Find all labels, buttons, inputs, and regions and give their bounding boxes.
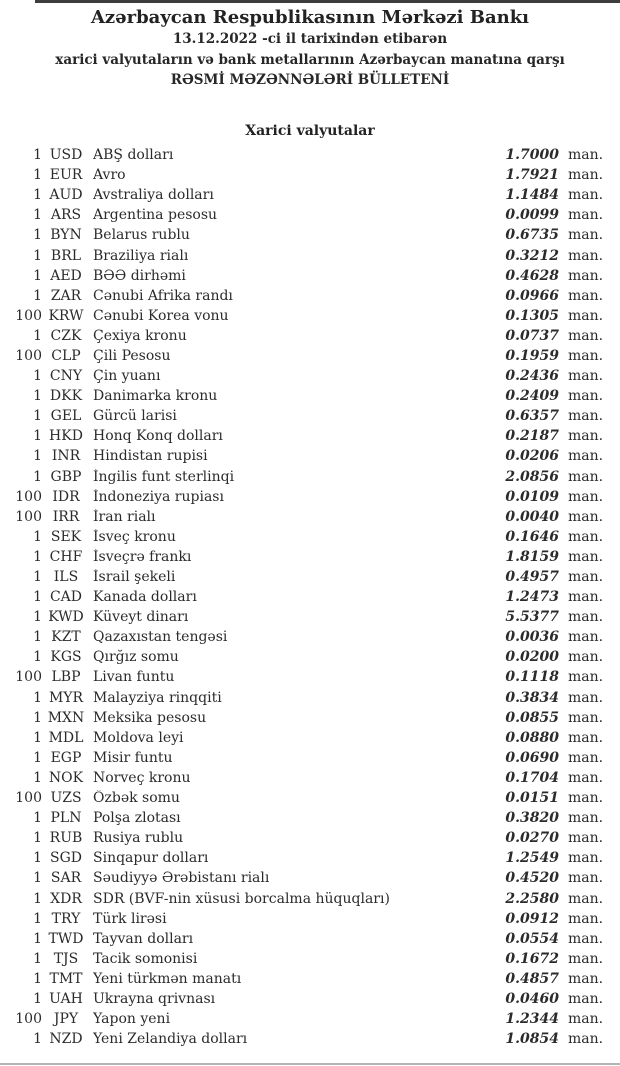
rate-value: 0.2436 (505, 368, 559, 385)
rate-value: 1.2344 (505, 1011, 559, 1028)
unit-label: man. (568, 347, 604, 364)
currency-code: INR (51, 448, 81, 465)
nominal-value: 1 (33, 388, 42, 405)
currency-code: HKD (49, 428, 83, 445)
currency-code: CZK (50, 327, 82, 344)
unit-label: man. (568, 247, 604, 264)
rate-value: 0.1959 (505, 347, 559, 364)
rate-row (0, 909, 620, 929)
currency-code: LBP (51, 669, 81, 686)
rate-value: 0.0109 (505, 488, 559, 505)
currency-code: MYR (48, 689, 84, 706)
unit-label: man. (568, 910, 604, 927)
unit-label: man. (568, 830, 604, 847)
rate-value: 0.3820 (505, 810, 559, 827)
rate-row (0, 989, 620, 1009)
currency-name: Çexiya kronu (93, 327, 187, 344)
rate-value: 0.2187 (505, 428, 559, 445)
nominal-value: 1 (33, 287, 42, 304)
rate-row (0, 969, 620, 989)
rate-row (0, 748, 620, 768)
currency-code: NOK (48, 769, 84, 786)
nominal-value: 1 (33, 749, 42, 766)
currency-name: Livan funtu (93, 669, 175, 686)
rate-row (0, 366, 620, 386)
currency-code: PLN (50, 810, 82, 827)
nominal-value: 1 (33, 609, 42, 626)
unit-label: man. (568, 147, 604, 164)
nominal-value: 1 (33, 589, 42, 606)
currency-name: ABŞ dolları (93, 147, 174, 164)
currency-name: SDR (BVF-nin xüsusi borcalma hüquqları) (93, 890, 390, 907)
unit-label: man. (568, 749, 604, 766)
currency-name: Avstraliya dolları (93, 187, 214, 204)
nominal-value: 1 (33, 187, 42, 204)
currency-code: NZD (49, 1031, 83, 1048)
unit-label: man. (568, 187, 604, 204)
nominal-value: 100 (15, 1011, 42, 1028)
unit-label: man. (568, 990, 604, 1007)
unit-label: man. (568, 428, 604, 445)
rate-row (0, 587, 620, 607)
nominal-value: 100 (15, 669, 42, 686)
currency-name: Çili Pesosu (93, 347, 171, 364)
rate-value: 0.0460 (505, 990, 559, 1007)
currency-name: Tacik somonisi (93, 950, 198, 967)
currency-code: MXN (47, 709, 85, 726)
unit-label: man. (568, 528, 604, 545)
rate-row (0, 225, 620, 245)
currency-name: Cənubi Korea vonu (93, 307, 229, 324)
currency-name: İsveçrə frankı (93, 548, 192, 565)
nominal-value: 1 (33, 167, 42, 184)
rate-value: 0.4957 (505, 569, 559, 586)
nominal-value: 1 (33, 247, 42, 264)
currency-name: İran rialı (93, 508, 156, 525)
nominal-value: 1 (33, 227, 42, 244)
currency-code: ZAR (50, 287, 82, 304)
currency-name: Misir funtu (93, 749, 173, 766)
unit-label: man. (568, 810, 604, 827)
rate-row (0, 346, 620, 366)
unit-label: man. (568, 307, 604, 324)
currency-code: CHF (49, 548, 83, 565)
currency-code: TMT (49, 970, 83, 987)
rate-row (0, 386, 620, 406)
unit-label: man. (568, 468, 604, 485)
unit-label: man. (568, 769, 604, 786)
unit-label: man. (568, 970, 604, 987)
currency-code: AUD (49, 187, 83, 204)
nominal-value: 1 (33, 147, 42, 164)
rate-value: 0.0270 (505, 830, 559, 847)
currency-name: Səudiyyə Ərəbistanı rialı (93, 870, 270, 887)
rate-value: 0.0880 (505, 729, 559, 746)
unit-label: man. (568, 388, 604, 405)
currency-code: GEL (50, 408, 82, 425)
unit-label: man. (568, 689, 604, 706)
nominal-value: 1 (33, 689, 42, 706)
currency-name: Rusiya rublu (93, 830, 184, 847)
currency-name: Ukrayna qrivnası (93, 990, 216, 1007)
rate-value: 1.0854 (505, 1031, 559, 1048)
currency-code: MDL (48, 729, 84, 746)
rate-value: 5.5377 (505, 609, 559, 626)
currency-name: Moldova leyi (93, 729, 184, 746)
subtitle-line: xarici valyutaların və bank metallarının Azərbaycan manatına qarşı (55, 51, 565, 68)
rate-value: 1.1484 (505, 187, 559, 204)
rate-row (0, 266, 620, 286)
nominal-value: 1 (33, 830, 42, 847)
currency-code: KZT (51, 629, 81, 646)
currency-name: Qazaxıstan tengəsi (93, 629, 228, 646)
currency-name: Malayziya rinqqiti (93, 689, 222, 706)
nominal-value: 1 (33, 368, 42, 385)
nominal-value: 1 (33, 569, 42, 586)
unit-label: man. (568, 950, 604, 967)
rate-value: 0.0737 (505, 327, 559, 344)
currency-name: Küveyt dinarı (93, 609, 189, 626)
currency-code: TWD (48, 930, 84, 947)
rate-value: 0.4520 (505, 870, 559, 887)
rate-value: 0.3212 (505, 247, 559, 264)
currency-name: Argentina pesosu (93, 207, 218, 224)
unit-label: man. (568, 609, 604, 626)
rate-value: 1.2473 (505, 589, 559, 606)
rate-row (0, 426, 620, 446)
nominal-value: 100 (15, 488, 42, 505)
currency-name: Gürcü larisi (93, 408, 177, 425)
rate-value: 1.8159 (505, 548, 559, 565)
nominal-value: 1 (33, 810, 42, 827)
currency-name: Avro (93, 167, 126, 184)
currency-name: Honq Konq dolları (93, 428, 223, 445)
currency-code: ARS (50, 207, 82, 224)
currency-code: UZS (50, 790, 82, 807)
currency-name: Sinqapur dolları (93, 850, 209, 867)
unit-label: man. (568, 287, 604, 304)
currency-name: İsrail şekeli (93, 569, 176, 586)
currency-name: Cənubi Afrika randı (93, 287, 233, 304)
unit-label: man. (568, 227, 604, 244)
unit-label: man. (568, 870, 604, 887)
currency-code: CNY (49, 368, 83, 385)
bulletin-header (0, 0, 620, 91)
rate-row (0, 868, 620, 888)
currency-code: KGS (50, 649, 82, 666)
currency-code: DKK (49, 388, 83, 405)
rate-value: 0.0690 (505, 749, 559, 766)
currency-name: Türk lirəsi (93, 910, 167, 927)
rate-row (0, 406, 620, 426)
rate-row (0, 185, 620, 205)
rate-row (0, 788, 620, 808)
rate-row (0, 306, 620, 326)
rate-row (0, 627, 620, 647)
nominal-value: 100 (15, 307, 42, 324)
rate-value: 0.4628 (505, 267, 559, 284)
nominal-value: 100 (15, 347, 42, 364)
currency-code: EUR (49, 167, 83, 184)
rate-row (0, 647, 620, 667)
currency-name: Polşa zlotası (93, 810, 181, 827)
top-border-line (35, 0, 620, 3)
rate-row (0, 808, 620, 828)
unit-label: man. (568, 1011, 604, 1028)
nominal-value: 1 (33, 207, 42, 224)
unit-label: man. (568, 488, 604, 505)
rate-value: 1.7921 (505, 167, 559, 184)
effective-date-line: 13.12.2022 -ci il tarixindən etibarən (172, 31, 448, 47)
rate-row (0, 949, 620, 969)
nominal-value: 1 (33, 468, 42, 485)
nominal-value: 1 (33, 890, 42, 907)
rate-value: 0.0040 (505, 508, 559, 525)
currency-code: AED (50, 267, 82, 284)
rate-value: 0.1646 (505, 528, 559, 545)
rate-row (0, 888, 620, 908)
currency-code: ILS (53, 569, 79, 586)
rate-row (0, 667, 620, 687)
currency-code: CLP (51, 347, 81, 364)
currency-name: Norveç kronu (93, 769, 191, 786)
currency-code: SEK (50, 528, 82, 545)
currency-code: TJS (53, 950, 79, 967)
bulletin-title-line: RƏSMİ MƏZƏNNƏLƏRİ BÜLLETENİ (170, 72, 450, 88)
rate-row (0, 567, 620, 587)
nominal-value: 100 (15, 790, 42, 807)
nominal-value: 1 (33, 850, 42, 867)
section-title: Xarici valyutalar (245, 122, 375, 139)
unit-label: man. (568, 589, 604, 606)
currency-code: KRW (48, 307, 84, 324)
rate-value: 0.0554 (505, 930, 559, 947)
rate-row (0, 205, 620, 225)
unit-label: man. (568, 629, 604, 646)
currency-name: Yapon yeni (93, 1011, 171, 1028)
currency-code: SGD (50, 850, 82, 867)
rate-value: 1.2549 (505, 850, 559, 867)
rate-value: 0.0855 (505, 709, 559, 726)
rate-value: 0.6357 (505, 408, 559, 425)
nominal-value: 1 (33, 990, 42, 1007)
currency-code: TRY (51, 910, 81, 927)
nominal-value: 1 (33, 428, 42, 445)
rate-row (0, 929, 620, 949)
unit-label: man. (568, 368, 604, 385)
rate-row (0, 607, 620, 627)
unit-label: man. (568, 207, 604, 224)
unit-label: man. (568, 408, 604, 425)
currency-name: Yeni türkmən manatı (93, 970, 242, 987)
nominal-value: 1 (33, 528, 42, 545)
rates-table (0, 145, 620, 1049)
rate-value: 0.3834 (505, 689, 559, 706)
currency-name: İngilis funt sterlinqi (93, 468, 235, 485)
bank-title: Azərbaycan Respublikasının Mərkəzi Bankı (90, 7, 530, 28)
currency-code: IRR (52, 508, 80, 525)
nominal-value: 1 (33, 1031, 42, 1048)
currency-name: Danimarka kronu (93, 388, 218, 405)
currency-code: KWD (48, 609, 84, 626)
rate-row (0, 527, 620, 547)
rate-row (0, 286, 620, 306)
nominal-value: 1 (33, 870, 42, 887)
rate-row (0, 828, 620, 848)
unit-label: man. (568, 327, 604, 344)
unit-label: man. (568, 850, 604, 867)
rate-value: 0.1118 (505, 669, 559, 686)
currency-name: Yeni Zelandiya dolları (93, 1031, 248, 1048)
nominal-value: 1 (33, 629, 42, 646)
nominal-value: 1 (33, 769, 42, 786)
rate-value: 0.0206 (505, 448, 559, 465)
unit-label: man. (568, 569, 604, 586)
rate-row (0, 145, 620, 165)
currency-code: RUB (49, 830, 83, 847)
currency-name: Özbək somu (93, 790, 180, 807)
currency-name: Belarus rublu (93, 227, 190, 244)
currency-name: Qırğız somu (93, 649, 179, 666)
rate-row (0, 1029, 620, 1049)
currency-name: Hindistan rupisi (93, 448, 208, 465)
unit-label: man. (568, 649, 604, 666)
unit-label: man. (568, 508, 604, 525)
unit-label: man. (568, 729, 604, 746)
currency-name: Çin yuanı (93, 368, 161, 385)
rate-row (0, 165, 620, 185)
rate-row (0, 688, 620, 708)
rate-value: 0.2409 (505, 388, 559, 405)
rate-row (0, 507, 620, 527)
nominal-value: 1 (33, 327, 42, 344)
currency-code: UAH (49, 990, 83, 1007)
rate-row (0, 245, 620, 265)
nominal-value: 100 (15, 508, 42, 525)
rate-value: 0.6735 (505, 227, 559, 244)
rate-value: 0.0200 (505, 649, 559, 666)
currency-code: XDR (50, 890, 82, 907)
rate-value: 2.2580 (505, 890, 559, 907)
currency-code: CAD (49, 589, 83, 606)
currency-code: IDR (52, 488, 80, 505)
unit-label: man. (568, 448, 604, 465)
rate-value: 0.0966 (505, 287, 559, 304)
rate-row (0, 487, 620, 507)
unit-label: man. (568, 167, 604, 184)
currency-name: İndoneziya rupiası (93, 488, 224, 505)
currency-code: GBP (50, 468, 82, 485)
nominal-value: 1 (33, 448, 42, 465)
currency-name: Meksika pesosu (93, 709, 207, 726)
unit-label: man. (568, 709, 604, 726)
unit-label: man. (568, 890, 604, 907)
currency-code: BRL (50, 247, 82, 264)
rate-value: 0.4857 (505, 970, 559, 987)
unit-label: man. (568, 790, 604, 807)
nominal-value: 1 (33, 910, 42, 927)
currency-code: BYN (50, 227, 82, 244)
rate-row (0, 728, 620, 748)
nominal-value: 1 (33, 930, 42, 947)
nominal-value: 1 (33, 709, 42, 726)
nominal-value: 1 (33, 729, 42, 746)
rate-row (0, 1009, 620, 1029)
rate-value: 1.7000 (505, 147, 559, 164)
nominal-value: 1 (33, 267, 42, 284)
unit-label: man. (568, 267, 604, 284)
currency-name: İsveç kronu (93, 528, 176, 545)
currency-name: Braziliya rialı (93, 247, 189, 264)
nominal-value: 1 (33, 548, 42, 565)
currency-code: JPY (53, 1011, 79, 1028)
rate-value: 0.1305 (505, 307, 559, 324)
nominal-value: 1 (33, 408, 42, 425)
rate-value: 0.0099 (505, 207, 559, 224)
currency-name: Tayvan dolları (93, 930, 194, 947)
unit-label: man. (568, 669, 604, 686)
rate-value: 0.0151 (505, 790, 559, 807)
rate-value: 0.1672 (505, 950, 559, 967)
currency-code: EGP (50, 749, 82, 766)
unit-label: man. (568, 930, 604, 947)
rate-value: 0.0036 (505, 629, 559, 646)
nominal-value: 1 (33, 970, 42, 987)
rate-value: 0.1704 (505, 769, 559, 786)
rate-value: 2.0856 (505, 468, 559, 485)
currency-name: Kanada dolları (93, 589, 197, 606)
rate-row (0, 768, 620, 788)
currency-code: SAR (50, 870, 82, 887)
rate-row (0, 848, 620, 868)
unit-label: man. (568, 548, 604, 565)
nominal-value: 1 (33, 950, 42, 967)
unit-label: man. (568, 1031, 604, 1048)
rate-row (0, 708, 620, 728)
rate-row (0, 446, 620, 466)
currency-name: BƏƏ dirhəmi (93, 267, 186, 284)
currency-code: USD (49, 147, 83, 164)
rate-row (0, 467, 620, 487)
nominal-value: 1 (33, 649, 42, 666)
bottom-border-line (0, 1063, 620, 1065)
rate-value: 0.0912 (505, 910, 559, 927)
rate-row (0, 547, 620, 567)
rate-row (0, 326, 620, 346)
